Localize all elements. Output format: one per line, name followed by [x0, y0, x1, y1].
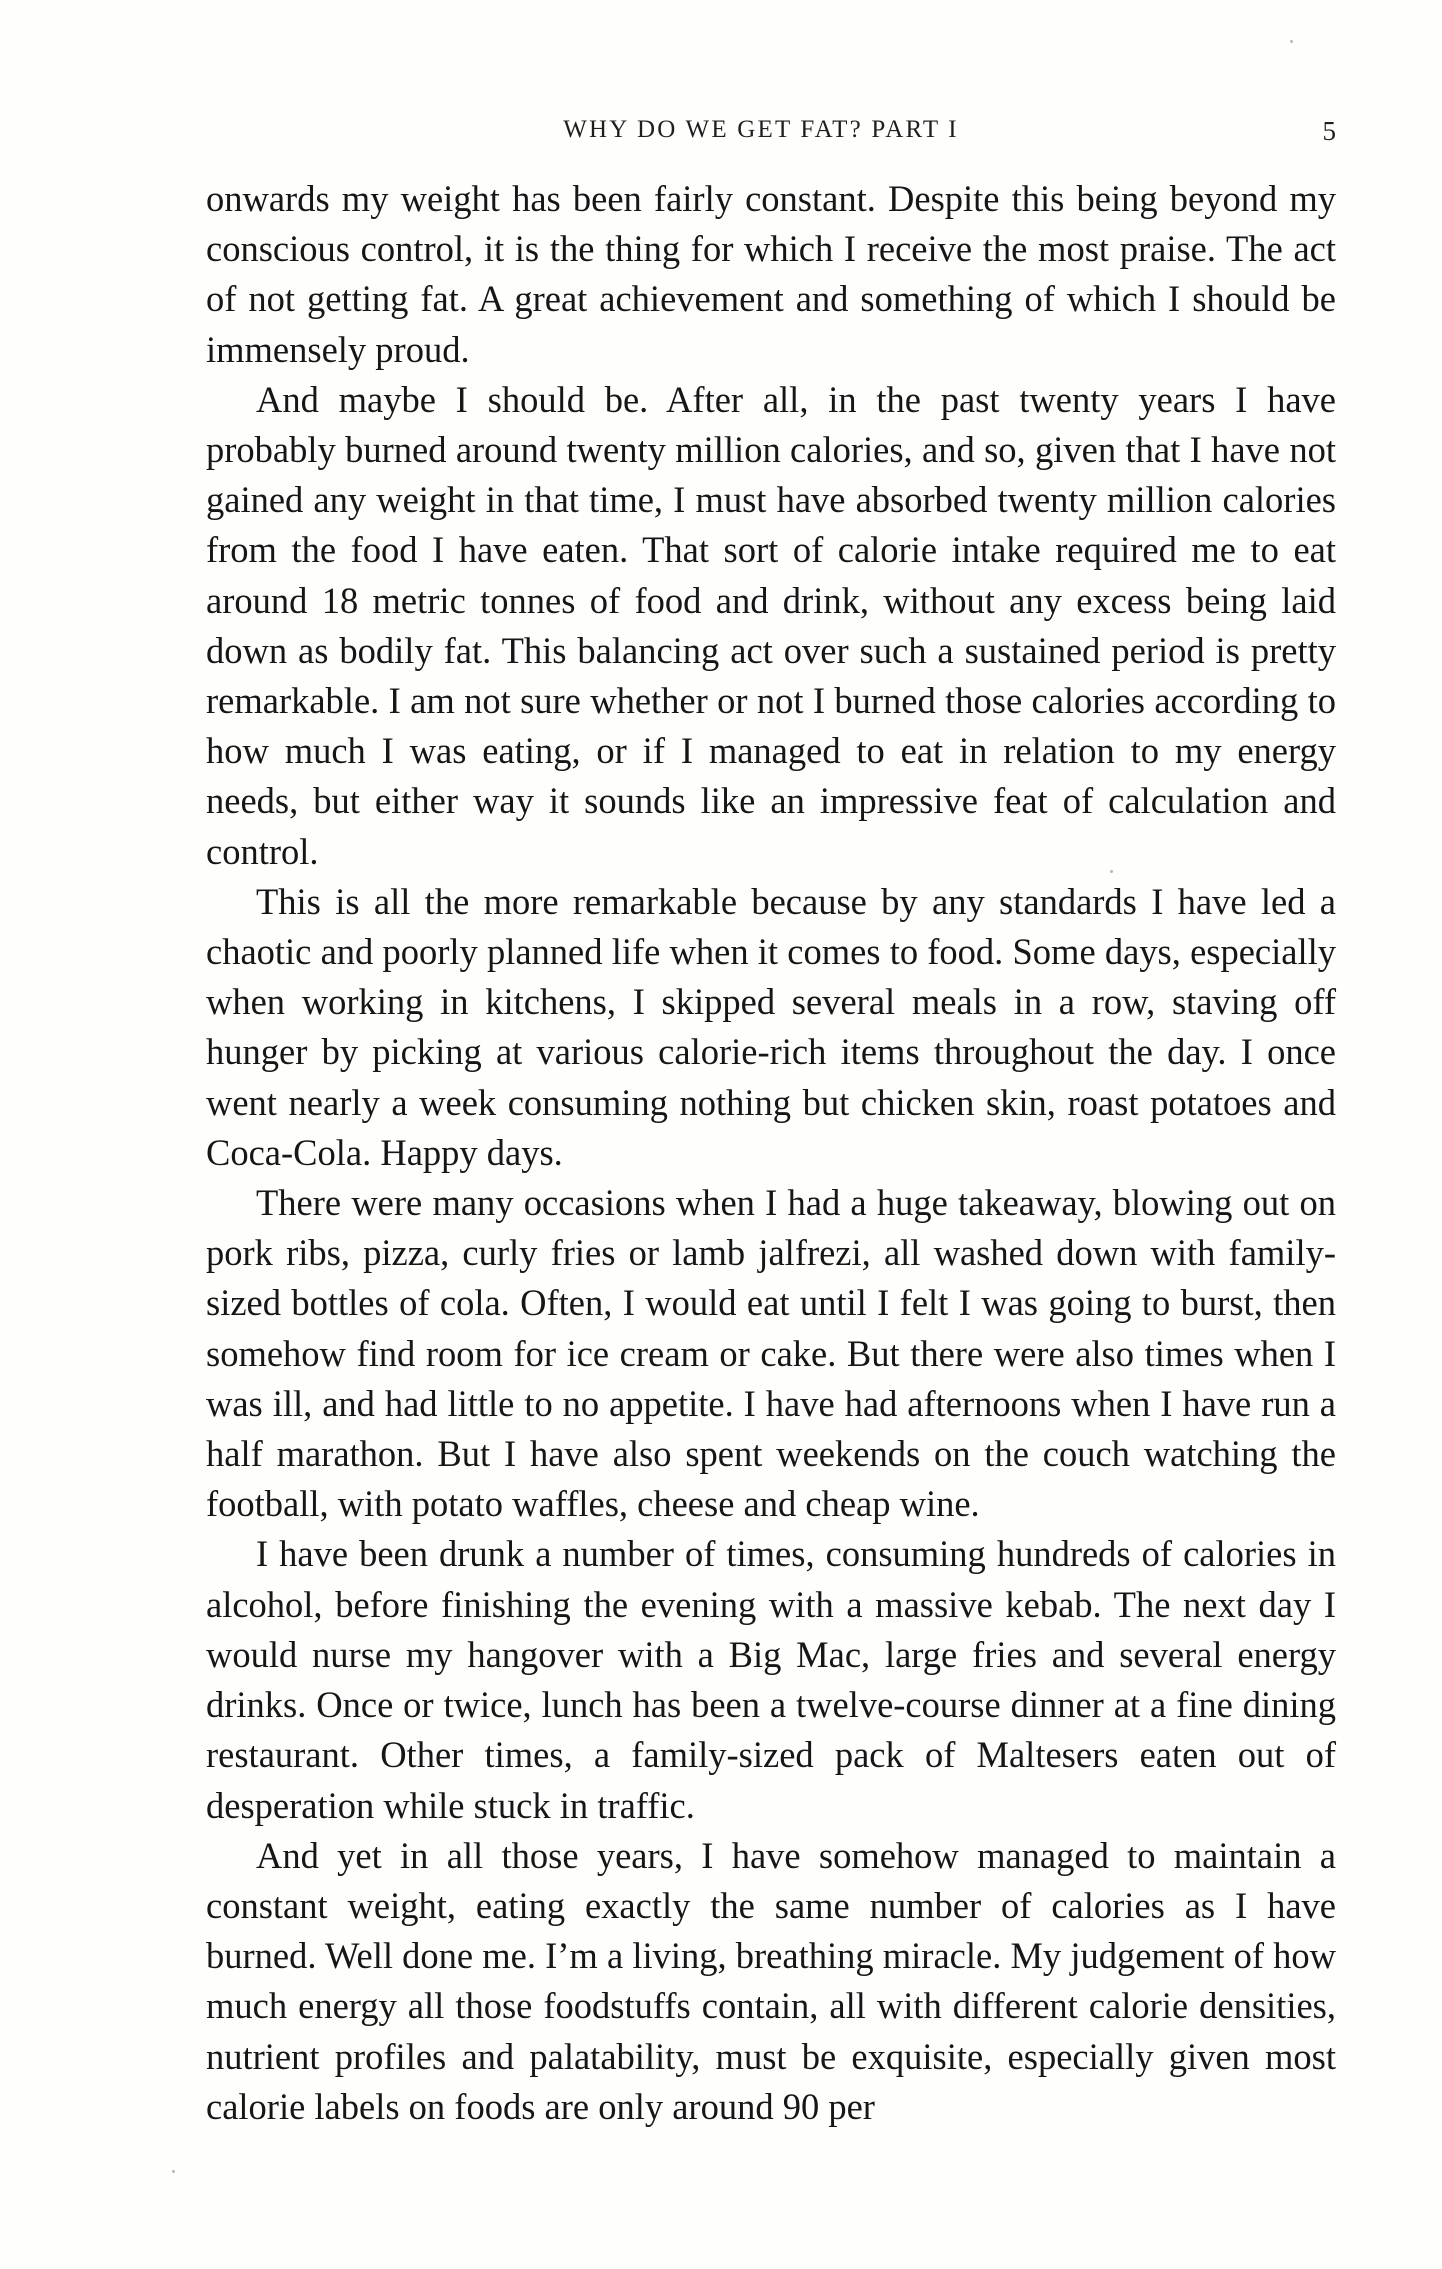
scan-speck: [1290, 40, 1293, 43]
body-text: [206, 174, 1336, 2132]
paragraph-continued: onwards my weight has been fairly constant. Despite this being beyond my conscious control, it is the thing for which I receive the most praise. The act of not getting fat. A great achievement and something of which I should be immensely proud.: [206, 178, 1336, 370]
page-number: 5: [1322, 116, 1336, 146]
paragraph: I have been drunk a number of times, consuming hundreds of calories in alcohol, before finishing the evening with a massive kebab. The next day I would nurse my hangover with a Big Mac, large fries and several energy drinks. Once or twice, lunch has been a twelve-course dinner at a fine dining restaurant. Other times, a family-sized pack of Maltesers eaten out of desperation while stuck in traffic.: [206, 1533, 1336, 1826]
scan-speck: [1110, 870, 1113, 873]
scan-speck: [172, 2170, 175, 2173]
paragraph: And maybe I should be. After all, in the past twenty years I have probably burned around twenty million calories, and so, given that I have not gained any weight in that time, I must have absorbed twenty million calories from the food I have eaten. That sort of calorie intake required me to eat around 18 metric tonnes of food and drink, without any excess being laid down as bodily fat. This balancing act over such a sustained period is pretty remarkable. I am not sure whether or not I burned those calories according to how much I was eating, or if I managed to eat in relation to my energy needs, but either way it sounds like an impressive feat of calculation and control.: [206, 378, 1336, 872]
running-head: [206, 108, 1336, 152]
paragraph: There were many occasions when I had a huge takeaway, blowing out on pork ribs, pizza, curly fries or lamb jalfrezi, all washed down with family-sized bottles of cola. Often, I would eat until I felt I was going to burst, then somehow find room for ice cream or cake. But there were also times when I was ill, and had little to no appetite. I have had afternoons when I have run a half marathon. But I have also spent weekends on the couch watching the football, with potato waffles, cheese and cheap wine.: [206, 1182, 1336, 1525]
paragraph: This is all the more remarkable because by any standards I have led a chaotic and poorly planned life when it comes to food. Some days, especially when working in kitchens, I skipped several meals in a row, staving off hunger by picking at various calorie-rich items throughout the day. I once went nearly a week consuming nothing but chicken skin, roast potatoes and Coca-Cola. Happy days.: [206, 880, 1336, 1173]
paragraph: And yet in all those years, I have somehow managed to maintain a constant weight, eating exactly the same number of calories as I have burned. Well done me. I’m a living, breathing miracle. My judgement of how much energy all those foodstuffs contain, all with different calorie densities, nutrient profiles and palatability, must be exquisite, especially given most calorie labels on foods are only around 90 per: [206, 1834, 1336, 2127]
running-title: WHY DO WE GET FAT? PART I: [563, 116, 959, 143]
